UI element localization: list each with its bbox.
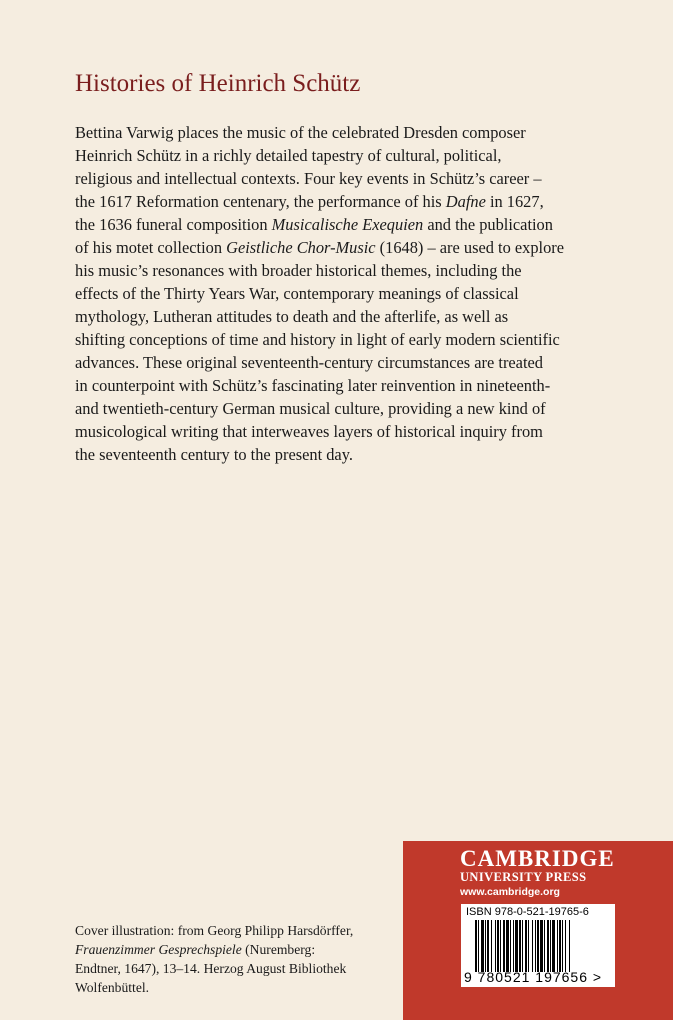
barcode-bar: [522, 920, 523, 972]
barcode-bar: [519, 920, 521, 972]
book-title: Histories of Heinrich Schütz: [75, 70, 361, 97]
barcode-bar: [537, 920, 539, 972]
blurb-line: the seventeenth century to the present day.: [75, 445, 353, 464]
barcode-bar: [475, 920, 477, 972]
barcode-bar: [513, 920, 514, 972]
barcode-bar: [481, 920, 484, 972]
blurb: [75, 121, 563, 466]
blurb-text: the 1636 funeral composition: [75, 215, 272, 234]
blurb-line: musicological writing that interweaves layers of historical inquiry from: [75, 422, 543, 441]
blurb-line: effects of the Thirty Years War, contemporary meanings of classical: [75, 284, 519, 303]
barcode-bar: [525, 920, 527, 972]
barcode: [461, 904, 615, 987]
barcode-bar: [506, 920, 509, 972]
blurb-line: [75, 213, 563, 236]
blurb-line: advances. These original seventeenth-century circumstances are treated: [75, 353, 543, 372]
cover-credit: [75, 921, 395, 997]
blurb-italic-dafne: Dafne: [445, 192, 486, 211]
credit-text: (Nuremberg:: [241, 942, 316, 957]
blurb-text: and the publication: [423, 215, 553, 234]
credit-line: Cover illustration: from Georg Philipp Harsdörffer,: [75, 923, 354, 938]
publisher-name: CAMBRIDGE: [460, 846, 615, 871]
blurb-italic-exequien: Musicalische Exequien: [271, 215, 424, 234]
barcode-bar: [515, 920, 518, 972]
barcode-bar: [478, 920, 479, 972]
barcode-bar: [532, 920, 533, 972]
blurb-line: shifting conceptions of time and history in light of early modern scientific: [75, 330, 560, 349]
barcode-bar: [559, 920, 561, 972]
barcode-bar: [557, 920, 558, 972]
barcode-bar: [552, 920, 555, 972]
barcode-bar: [550, 920, 551, 972]
barcode-bar: [565, 920, 566, 972]
credit-line: Endtner, 1647), 13–14. Herzog August Bibliothek: [75, 961, 347, 976]
barcode-bar: [510, 920, 511, 972]
blurb-line: Heinrich Schütz in a richly detailed tapestry of cultural, political,: [75, 146, 502, 165]
blurb-text: of his motet collection: [75, 238, 227, 257]
barcode-bar: [569, 920, 570, 972]
blurb-line: mythology, Lutheran attitudes to death and the afterlife, as well as: [75, 307, 509, 326]
barcode-bar: [544, 920, 545, 972]
publisher-block: [403, 841, 673, 1020]
blurb-italic-chor-music: Geistliche Chor-Music: [226, 238, 376, 257]
barcode-bar: [500, 920, 501, 972]
blurb-line: religious and intellectual contexts. Four key events in Schütz’s career –: [75, 169, 542, 188]
barcode-bar: [491, 920, 492, 972]
barcode-bar: [528, 920, 529, 972]
barcode-bar: [535, 920, 536, 972]
barcode-bars-icon: [475, 920, 613, 972]
barcode-bar: [562, 920, 563, 972]
blurb-line: in counterpoint with Schütz’s fascinating later reinvention in nineteenth-: [75, 376, 551, 395]
credit-italic-title: Frauenzimmer Gesprechspiele: [75, 942, 242, 957]
blurb-line: [75, 236, 563, 259]
barcode-bar: [503, 920, 505, 972]
barcode-bar: [485, 920, 486, 972]
publisher-url: www.cambridge.org: [460, 886, 560, 898]
publisher-subtitle: UNIVERSITY PRESS: [460, 870, 587, 884]
blurb-text: the 1617 Reformation centenary, the performance of his: [75, 192, 446, 211]
barcode-bar: [497, 920, 499, 972]
barcode-bar: [540, 920, 543, 972]
barcode-digits: 9 780521 197656 >: [464, 969, 603, 985]
credit-line: [75, 940, 395, 959]
barcode-bar: [495, 920, 496, 972]
blurb-line: his music’s resonances with broader historical themes, including the: [75, 261, 522, 280]
blurb-line: and twentieth-century German musical culture, providing a new kind of: [75, 399, 546, 418]
blurb-text: in 1627,: [485, 192, 544, 211]
blurb-line: Bettina Varwig places the music of the celebrated Dresden composer: [75, 123, 526, 142]
blurb-text: (1648) – are used to explore: [375, 238, 565, 257]
credit-line: Wolfenbüttel.: [75, 980, 150, 995]
blurb-line: [75, 190, 563, 213]
barcode-bar: [547, 920, 549, 972]
isbn-label: ISBN 978-0-521-19765-6: [466, 906, 589, 918]
barcode-bar: [487, 920, 489, 972]
